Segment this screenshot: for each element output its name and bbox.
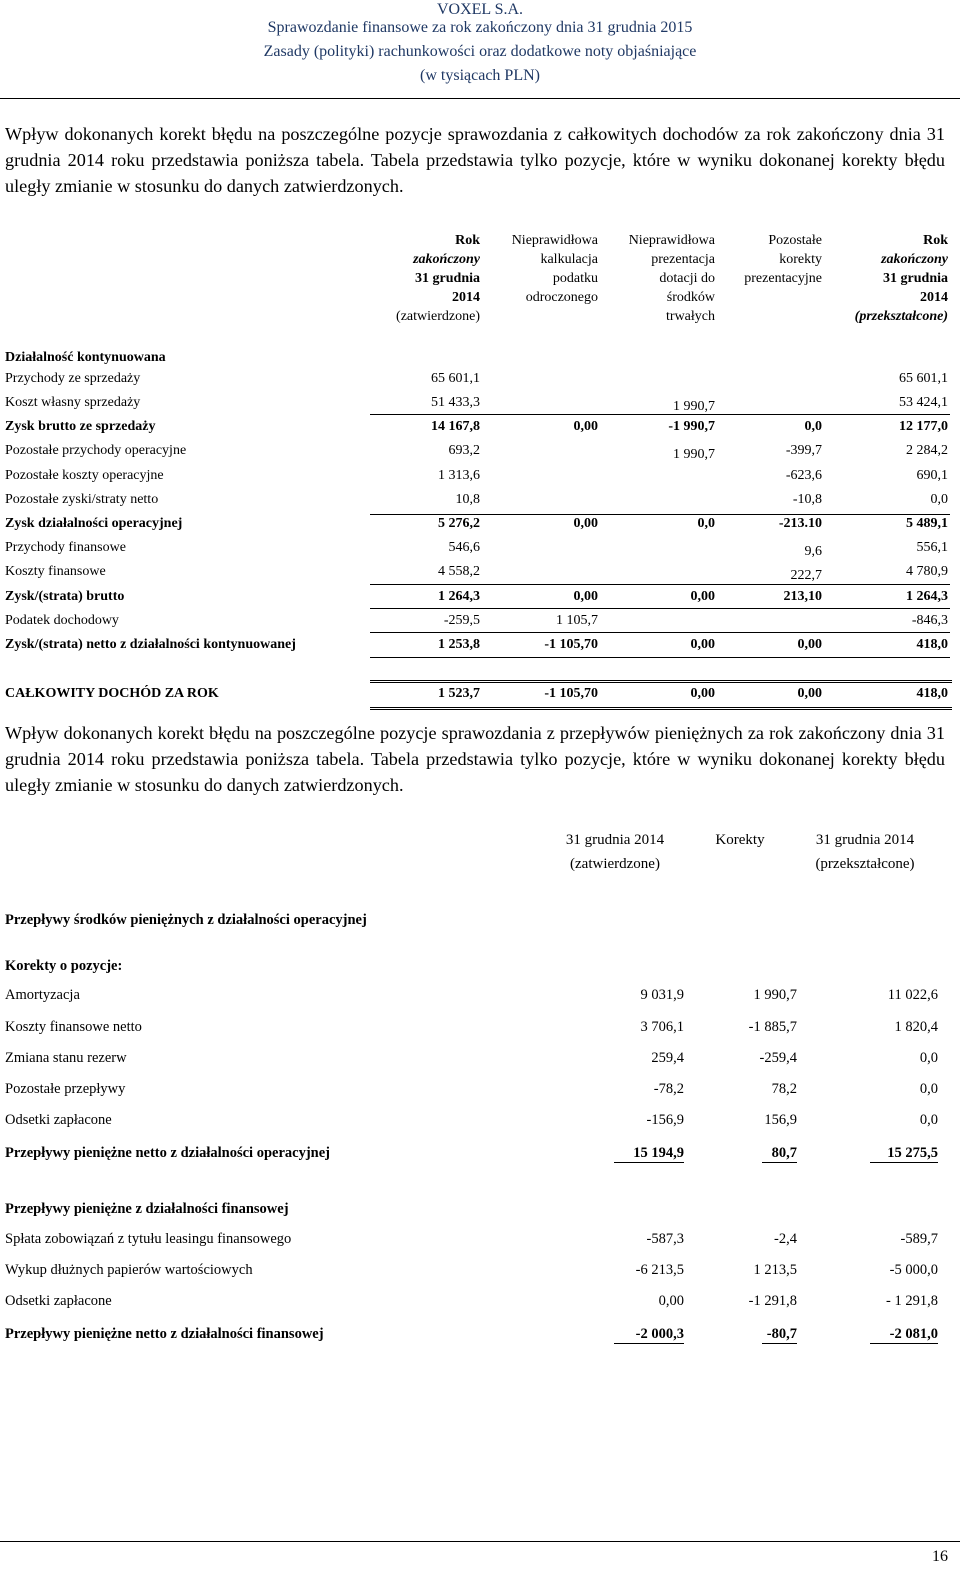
table1-double-rule <box>370 680 952 683</box>
table1-cell: 1 313,6 <box>438 468 480 483</box>
table2-cell: 0,0 <box>919 1112 938 1128</box>
table1-cell: -1 990,7 <box>668 419 715 434</box>
currency-note: (w tysiącach PLN) <box>420 67 540 84</box>
table2-underline <box>870 1343 938 1344</box>
table1-cell: -846,3 <box>911 613 948 628</box>
table1-cell: 53 424,1 <box>899 395 948 410</box>
table1-cell: 556,1 <box>916 540 948 555</box>
table1-rule <box>370 632 950 633</box>
table1-cell: 1 264,3 <box>438 589 480 604</box>
table2-cell: -1 885,7 <box>748 1019 797 1035</box>
table1-cell: 0,00 <box>573 419 598 434</box>
table2-row-label: Przepływy pieniężne netto z działalności finansowej <box>5 1326 324 1342</box>
table1-cell: 65 601,1 <box>431 371 480 386</box>
table1-row-label: Zysk/(strata) brutto <box>5 589 125 604</box>
table2-row-label: Odsetki zapłacone <box>5 1112 112 1128</box>
intro-paragraph-2: Wpływ dokonanych korekt błędu na poszczególne pozycje sprawozdania z przepływów pieniężnych za rok zakończony dnia 31 grudnia 2014 roku przedstawia poniższa tabela. Tabela przedstawia tylko pozycje, które w wyniku dokonanej korekty błędu uległy zmianie w stosunku do danych zatwierdzonych. <box>5 723 945 795</box>
report-subtitle: Zasady (polityki) rachunkowości oraz dodatkowe noty objaśniające <box>263 43 697 60</box>
table2-cell: 1 213,5 <box>753 1262 797 1278</box>
report-title: Sprawozdanie finansowe za rok zakończony dnia 31 grudnia 2015 <box>267 19 693 36</box>
table1-cell: -213.10 <box>778 516 822 531</box>
table1-cell: 12 177,0 <box>899 419 948 434</box>
table1-row-label: Zysk/(strata) netto z działalności kontynuowanej <box>5 637 296 652</box>
table1-double-rule <box>370 707 952 710</box>
table2-cell: 0,00 <box>658 1293 684 1309</box>
table2-cell: -80,7 <box>766 1326 797 1342</box>
table1-cell: -1 105,70 <box>544 637 598 652</box>
table1-rule <box>370 608 950 609</box>
table2-cell: - 1 291,8 <box>886 1293 938 1309</box>
table1-row-label: Przychody ze sprzedaży <box>5 371 141 386</box>
table2-cell: 259,4 <box>651 1050 684 1066</box>
table1-cell: 51 433,3 <box>431 395 480 410</box>
table1-col3-header: Nieprawidłowa prezentacja dotacji do środków trwałych <box>628 233 715 324</box>
table1-row-label: CAŁKOWITY DOCHÓD ZA ROK <box>5 686 219 701</box>
table2-cell: 0,0 <box>919 1081 938 1097</box>
table2-row-label: Amortyzacja <box>5 987 80 1003</box>
table1-cell: 1 523,7 <box>438 686 480 701</box>
table2-cell: 78,2 <box>771 1081 797 1097</box>
table1-row-label: Koszt własny sprzedaży <box>5 395 141 410</box>
table1-cell: 0,0 <box>804 419 822 434</box>
table1-cell: 0,00 <box>573 589 598 604</box>
table1-row-label: Pozostałe zyski/straty netto <box>5 492 159 507</box>
table2-underline <box>614 1343 684 1344</box>
table1-cell: 9,6 <box>804 544 822 559</box>
table2-row-label: Odsetki zapłacone <box>5 1293 112 1309</box>
table2-cell: -2 000,3 <box>635 1326 684 1342</box>
table2-cell: 11 022,6 <box>887 987 938 1003</box>
table1-cell: -259,5 <box>443 613 480 628</box>
table1-rule <box>370 514 950 515</box>
table1-cell: 0,00 <box>797 686 822 701</box>
table1-cell: 1 105,7 <box>556 613 598 628</box>
table1-cell: 418,0 <box>916 637 948 652</box>
table2-underline <box>870 1162 938 1163</box>
table1-cell: 1 990,7 <box>673 399 715 414</box>
table1-row-label: Pozostałe koszty operacyjne <box>5 468 164 483</box>
table1-row-label: Koszty finansowe <box>5 564 106 579</box>
table2-cell: 15 194,9 <box>633 1145 684 1161</box>
table1-row-label: Podatek dochodowy <box>5 613 119 628</box>
table2-cell: -78,2 <box>653 1081 684 1097</box>
table2-row-label: Wykup dłużnych papierów wartościowych <box>5 1262 253 1278</box>
table2-cell: -589,7 <box>900 1231 938 1247</box>
table1-cell: 222,7 <box>790 568 822 583</box>
table1-cell: 1 253,8 <box>438 637 480 652</box>
table1-cell: 1 990,7 <box>673 447 715 462</box>
table1-cell: 0,0 <box>930 492 948 507</box>
table1-cell: 693,2 <box>448 443 480 458</box>
table2-underline <box>762 1162 797 1163</box>
table1-row-label: Zysk działalności operacyjnej <box>5 516 183 531</box>
table1-cell: 65 601,1 <box>899 371 948 386</box>
page-number: 16 <box>932 1548 948 1565</box>
intro-paragraph-1: Wpływ dokonanych korekt błędu na poszczególne pozycje sprawozdania z całkowitych dochodów za rok zakończony dnia 31 grudnia 2014 roku przedstawia poniższa tabela. Tabela przedstawia tylko pozycje, które w wyniku dokonanej korekty błędu uległy zmianie w stosunku do danych zatwierdzonych. <box>5 124 945 196</box>
table2-cell: 15 275,5 <box>887 1145 938 1161</box>
table1-cell: 10,8 <box>455 492 480 507</box>
table1-cell: 0,00 <box>690 589 715 604</box>
table2-row-label: Pozostałe przepływy <box>5 1081 126 1097</box>
table2-cell: 80,7 <box>771 1145 797 1161</box>
table1-section-title: Działalność kontynuowana <box>5 350 166 365</box>
table1-row-label: Przychody finansowe <box>5 540 126 555</box>
table1-cell: 213,10 <box>783 589 822 604</box>
table1-cell: 2 284,2 <box>906 443 948 458</box>
table1-cell: -623,6 <box>785 468 822 483</box>
table2-cell: -6 213,5 <box>635 1262 684 1278</box>
table2-cell: -1 291,8 <box>748 1293 797 1309</box>
table1-cell: 0,00 <box>797 637 822 652</box>
table1-rule <box>370 414 950 415</box>
table1-cell: 4 780,9 <box>906 564 948 579</box>
table1-cell: 0,0 <box>697 516 715 531</box>
table1-row-label: Pozostałe przychody operacyjne <box>5 443 187 458</box>
table2-cell: 3 706,1 <box>640 1019 684 1035</box>
table2-cell: 156,9 <box>764 1112 797 1128</box>
table1-col5-header: Rok zakończony 31 grudnia 2014 (przekształcone) <box>854 233 948 324</box>
table2-col3-header: 31 grudnia 2014 (przekształcone) <box>815 832 915 872</box>
table2-row-label: Spłata zobowiązań z tytułu leasingu finansowego <box>5 1231 292 1247</box>
table1-cell: 4 558,2 <box>438 564 480 579</box>
table1-cell: -1 105,70 <box>544 686 598 701</box>
table1-cell: 0,00 <box>690 637 715 652</box>
table1-cell: -10,8 <box>792 492 822 507</box>
table2-row-label: Koszty finansowe netto <box>5 1019 142 1035</box>
table1-cell: 418,0 <box>916 686 948 701</box>
table2-subsection: Korekty o pozycje: <box>5 958 123 974</box>
table2-cell: -2 081,0 <box>889 1326 938 1342</box>
table2-cell: -5 000,0 <box>889 1262 938 1278</box>
table1-cell: 5 276,2 <box>438 516 480 531</box>
table1-rule <box>370 584 950 585</box>
header-divider <box>0 98 960 99</box>
table1-col1-header: Rok zakończony 31 grudnia 2014 (zatwierdzone) <box>396 233 480 324</box>
table2-cell: 0,0 <box>919 1050 938 1066</box>
footer-divider <box>0 1541 960 1542</box>
table2-section-financing: Przepływy pieniężne z działalności finansowej <box>5 1201 289 1217</box>
table2-cell: 9 031,9 <box>640 987 684 1003</box>
table2-col2-header: Korekty <box>715 832 765 848</box>
table1-cell: 690,1 <box>916 468 948 483</box>
table1-cell: 0,00 <box>690 686 715 701</box>
table2-row-label: Zmiana stanu rezerw <box>5 1050 127 1066</box>
table1-cell: 1 264,3 <box>906 589 948 604</box>
table2-cell: 1 820,4 <box>894 1019 938 1035</box>
table2-cell: -259,4 <box>759 1050 797 1066</box>
company-name: VOXEL S.A. <box>436 1 524 18</box>
table2-cell: 1 990,7 <box>753 987 797 1003</box>
table2-cell: -2,4 <box>774 1231 797 1247</box>
table1-cell: 0,00 <box>573 516 598 531</box>
table1-cell: 14 167,8 <box>431 419 480 434</box>
table2-underline <box>614 1162 684 1163</box>
table1-col2-header: Nieprawidłowa kalkulacja podatku odroczonego <box>511 233 598 305</box>
table1-rule <box>370 657 950 658</box>
table1-col4-header: Pozostałe korekty prezentacyjne <box>744 233 822 286</box>
table2-cell: -587,3 <box>646 1231 684 1247</box>
table1-cell: 546,6 <box>448 540 480 555</box>
table2-section-operating: Przepływy środków pieniężnych z działalności operacyjnej <box>5 912 367 928</box>
table2-cell: -156,9 <box>646 1112 684 1128</box>
table2-col1-header: 31 grudnia 2014 (zatwierdzone) <box>565 832 665 872</box>
table1-cell: 5 489,1 <box>906 516 948 531</box>
table1-cell: -399,7 <box>785 443 822 458</box>
table2-row-label: Przepływy pieniężne netto z działalności operacyjnej <box>5 1145 330 1161</box>
table2-underline <box>762 1343 797 1344</box>
table1-row-label: Zysk brutto ze sprzedaży <box>5 419 156 434</box>
